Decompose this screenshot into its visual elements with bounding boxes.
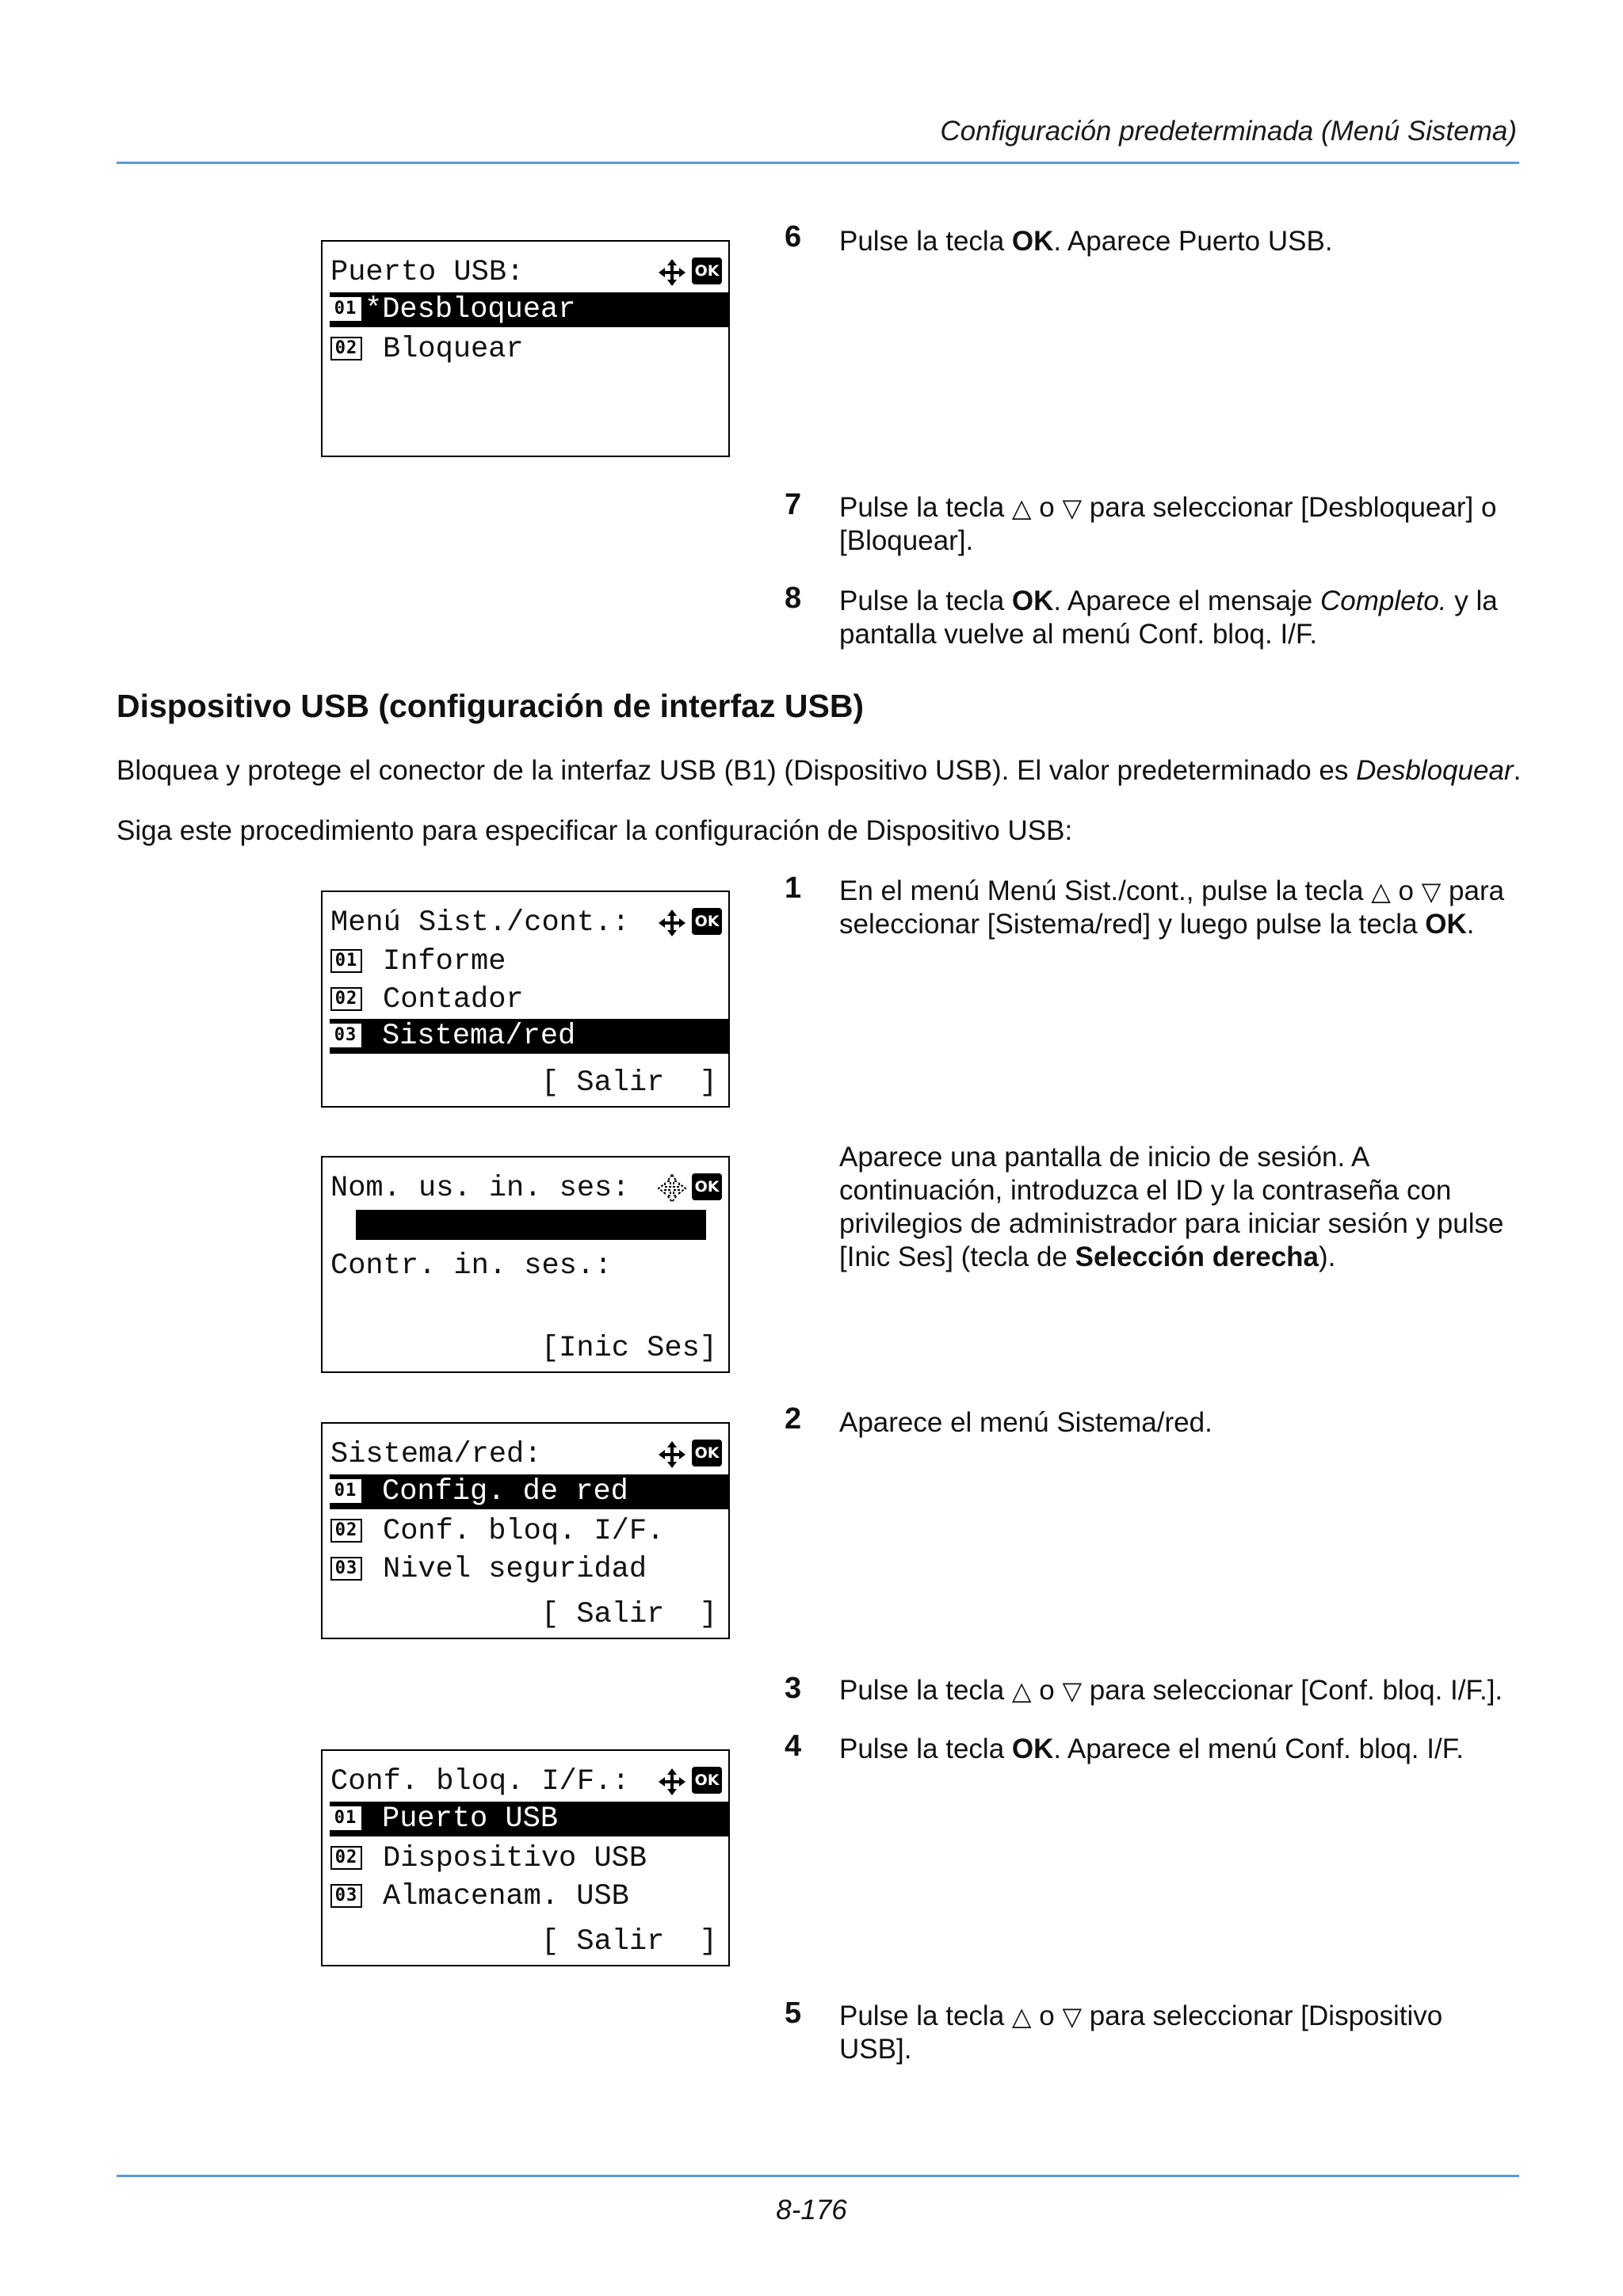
lcd-menu-item-selected <box>330 292 728 327</box>
step-text: En el menú Menú Sist./cont., pulse la tecla △ o ▽ para seleccionar [Sistema/red] y luego pulse la tecla OK. <box>839 875 1505 940</box>
lcd-item-label: Conf. bloq. I/F. <box>383 1515 665 1548</box>
up-key-icon: △ <box>1011 1676 1032 1706</box>
four-way-arrow-icon <box>657 1767 687 1797</box>
login-password-label: Contr. in. ses.: <box>330 1249 613 1283</box>
lcd-item-label: Almacenam. USB <box>383 1880 629 1913</box>
ok-key-icon: OK <box>692 908 722 935</box>
softkey-label: [ Salir ] <box>540 1598 717 1631</box>
ok-key-icon: OK <box>692 1173 722 1200</box>
section-title: Dispositivo USB (configuración de interfaz USB) <box>116 688 865 724</box>
step-text: Pulse la tecla OK. Aparece el mensaje Completo. y la pantalla vuelve al menú Conf. bloq. I/F. <box>839 585 1498 650</box>
up-key-icon: △ <box>1011 493 1032 523</box>
lcd-title: Puerto USB: <box>330 256 525 289</box>
lcd-item-label: Informe <box>383 945 506 978</box>
lcd-menu-item <box>330 1552 728 1587</box>
lcd-screen-menu-sistema <box>321 891 730 1108</box>
page-header-title: Configuración predeterminada (Menú Sistema) <box>940 116 1517 147</box>
softkey-label: [ Salir ] <box>540 1066 717 1100</box>
step-text: Pulse la tecla OK. Aparece el menú Conf. bloq. I/F. <box>839 1733 1464 1764</box>
item-number-badge: 03 <box>330 1884 362 1908</box>
item-number-badge: 01 <box>330 1806 361 1830</box>
step-number: 1 <box>785 871 802 905</box>
item-number-badge: 03 <box>330 1024 361 1047</box>
step-number: 7 <box>785 488 802 521</box>
footer-rule <box>116 2175 1519 2177</box>
lcd-menu-item-selected <box>330 1802 728 1836</box>
lcd-item-label: Contador <box>383 983 524 1016</box>
step-text: Pulse la tecla OK. Aparece Puerto USB. <box>839 226 1333 257</box>
down-key-icon: ▽ <box>1062 1676 1083 1706</box>
lcd-screen-conf-bloq <box>321 1749 730 1966</box>
step-number: 4 <box>785 1730 802 1763</box>
lcd-title: Menú Sist./cont.: <box>330 906 630 940</box>
header-rule <box>116 162 1519 164</box>
up-key-icon: △ <box>1011 2001 1032 2031</box>
down-key-icon: ▽ <box>1421 876 1442 906</box>
lcd-menu-item <box>330 1841 728 1876</box>
item-number-badge: 01 <box>330 297 361 321</box>
step-number: 2 <box>785 1402 802 1436</box>
login-user-label: Nom. us. in. ses: <box>330 1172 630 1205</box>
section-intro: Bloquea y protege el conector de la interfaz USB (B1) (Dispositivo USB). El valor predeterminado es Desbloquear. <box>116 755 1522 786</box>
page-number: 8-176 <box>776 2195 847 2225</box>
lcd-title: Sistema/red: <box>330 1438 542 1471</box>
lcd-title: Conf. bloq. I/F.: <box>330 1765 630 1798</box>
lcd-screen-puerto-usb <box>321 240 730 457</box>
ok-key-icon: OK <box>692 257 722 284</box>
step-number: 5 <box>785 1997 802 2030</box>
softkey-label: [ Salir ] <box>540 1925 717 1958</box>
lcd-item-label: Config. de red <box>382 1475 628 1508</box>
lcd-screen-sistema-red <box>321 1422 730 1639</box>
lcd-menu-item-selected <box>330 1019 728 1054</box>
lcd-item-label: Nivel seguridad <box>383 1553 647 1586</box>
item-number-badge: 02 <box>330 1519 362 1543</box>
step-text: Pulse la tecla △ o ▽ para seleccionar [Desbloquear] o [Bloquear]. <box>839 492 1497 556</box>
lcd-menu-item <box>330 982 728 1017</box>
softkey-label: [Inic Ses] <box>540 1332 717 1365</box>
item-number-badge: 02 <box>330 987 362 1011</box>
ok-key-icon: OK <box>692 1767 722 1794</box>
lcd-menu-item <box>330 1514 728 1549</box>
item-number-badge: 02 <box>330 337 362 360</box>
step-text: Pulse la tecla △ o ▽ para seleccionar [Conf. bloq. I/F.]. <box>839 1675 1503 1706</box>
lcd-menu-item <box>330 944 728 979</box>
lcd-item-label: Puerto USB <box>382 1802 559 1836</box>
lcd-menu-item <box>330 1879 728 1914</box>
login-user-field <box>356 1210 706 1240</box>
down-key-icon: ▽ <box>1062 2001 1083 2031</box>
down-key-icon: ▽ <box>1062 493 1083 523</box>
step-number: 6 <box>785 220 802 254</box>
four-way-arrow-icon <box>657 1440 687 1470</box>
step-number: 8 <box>785 582 802 615</box>
procedure-intro: Siga este procedimiento para especificar la configuración de Dispositivo USB: <box>116 815 1073 846</box>
lcd-item-label: Bloquear <box>383 333 524 366</box>
four-way-arrow-icon <box>657 908 687 938</box>
lcd-item-label: Sistema/red <box>382 1020 576 1053</box>
lcd-item-label: *Desbloquear <box>365 293 576 326</box>
lcd-item-label: Dispositivo USB <box>383 1842 647 1875</box>
ok-key-icon: OK <box>692 1440 722 1466</box>
four-way-arrow-icon <box>657 257 687 288</box>
lcd-screen-login <box>321 1156 730 1373</box>
step-text: Aparece el menú Sistema/red. <box>839 1407 1212 1438</box>
item-number-badge: 01 <box>330 949 362 973</box>
step-text: Aparece una pantalla de inicio de sesión. A continuación, introduzca el ID y la contraseña con privilegios de administrador para iniciar sesión y pulse [Inic Ses] (tecla de Selección derecha). <box>839 1142 1504 1272</box>
lcd-menu-item <box>330 332 728 367</box>
step-text: Pulse la tecla △ o ▽ para seleccionar [Dispositivo USB]. <box>839 2000 1443 2065</box>
item-number-badge: 01 <box>330 1479 361 1503</box>
four-way-arrow-icon <box>657 1173 687 1203</box>
item-number-badge: 03 <box>330 1557 362 1581</box>
lcd-menu-item-selected <box>330 1474 728 1509</box>
up-key-icon: △ <box>1371 876 1391 906</box>
item-number-badge: 02 <box>330 1846 362 1870</box>
step-number: 3 <box>785 1672 802 1705</box>
